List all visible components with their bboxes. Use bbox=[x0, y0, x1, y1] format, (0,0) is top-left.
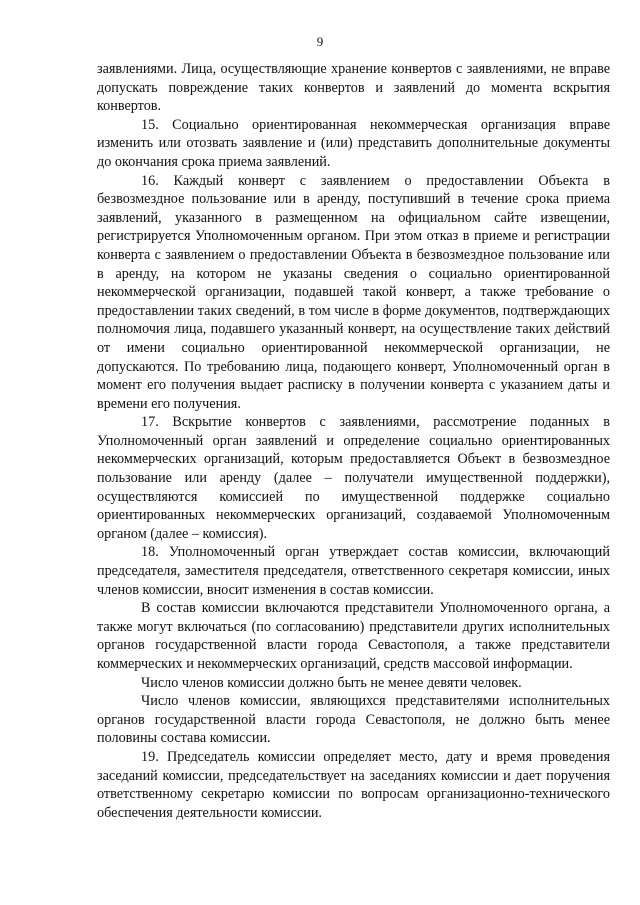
paragraph-16: 16. Каждый конверт с заявлением о предоставлении Объекта в безвозмездное пользование или в аренду, поступивший в течение срока приема заявлений, указанного в размещенном на официальном сайте извещении, регистрируется Уполномоченным органом. При этом отказ в приеме и регистрации конверта с заявлением о предоставлении Объекта в безвозмездное пользование или в аренду, на котором не указаны сведения о социально ориентированной некоммерческой организации, подавшей такой конверт, а также требование о предоставлении таких сведений, в том числе в форме документов, подтверждающих полномочия лица, подавшего указанный конверт, на осуществление таких действий от имени социально ориентированной некоммерческой организации, не допускаются. По требованию лица, подающего конверт, Уполномоченный орган в момент его получения выдает расписку в получении конверта с указанием даты и времени его получения. bbox=[97, 172, 610, 412]
paragraph-19: 19. Председатель комиссии определяет место, дату и время проведения заседаний комиссии, председательствует на заседаниях комиссии и дает поручения ответственному секретарю комиссии по вопросам организационно-технического обеспечения деятельности комиссии. bbox=[97, 748, 610, 821]
paragraph-15: 15. Социально ориентированная некоммерческая организация вправе изменить или отозвать заявление и (или) представить дополнительные документы до окончания срока приема заявлений. bbox=[97, 116, 610, 170]
document-body bbox=[97, 60, 610, 822]
paragraph-18-composition: В состав комиссии включаются представители Уполномоченного органа, а также могут включаться (по согласованию) представители других исполнительных органов государственной власти города Севастополя, а также представители коммерческих и некоммерческих организаций, средств массовой информации. bbox=[97, 600, 610, 672]
paragraph-17: 17. Вскрытие конвертов с заявлениями, рассмотрение поданных в Уполномоченный орган заявлений и определение социально ориентированных некоммерческих организаций, которым предоставляется Объект в безвозмездное пользование или аренду (далее – получатели имущественной поддержки), осуществляются комиссией по имущественной поддержке социально ориентированных некоммерческих организаций, создаваемой Уполномоченным органом (далее – комиссия). bbox=[97, 414, 610, 542]
paragraph-18: 18. Уполномоченный орган утверждает состав комиссии, включающий председателя, заместителя председателя, ответственного секретаря комиссии, иных членов комиссии, вносит изменения в состав комиссии. bbox=[97, 544, 610, 598]
paragraph-18-executive-share: Число членов комиссии, являющихся представителями исполнительных органов государственной власти города Севастополя, не должно быть менее половины состава комиссии. bbox=[97, 693, 610, 747]
paragraph-continuation: заявлениями. Лица, осуществляющие хранение конвертов с заявлениями, не вправе допускать повреждение таких конвертов и заявлений до момента вскрытия конвертов. bbox=[97, 61, 610, 115]
paragraph-18-member-count: Число членов комиссии должно быть не менее девяти человек. bbox=[141, 674, 522, 691]
page-number: 9 bbox=[316, 34, 324, 49]
